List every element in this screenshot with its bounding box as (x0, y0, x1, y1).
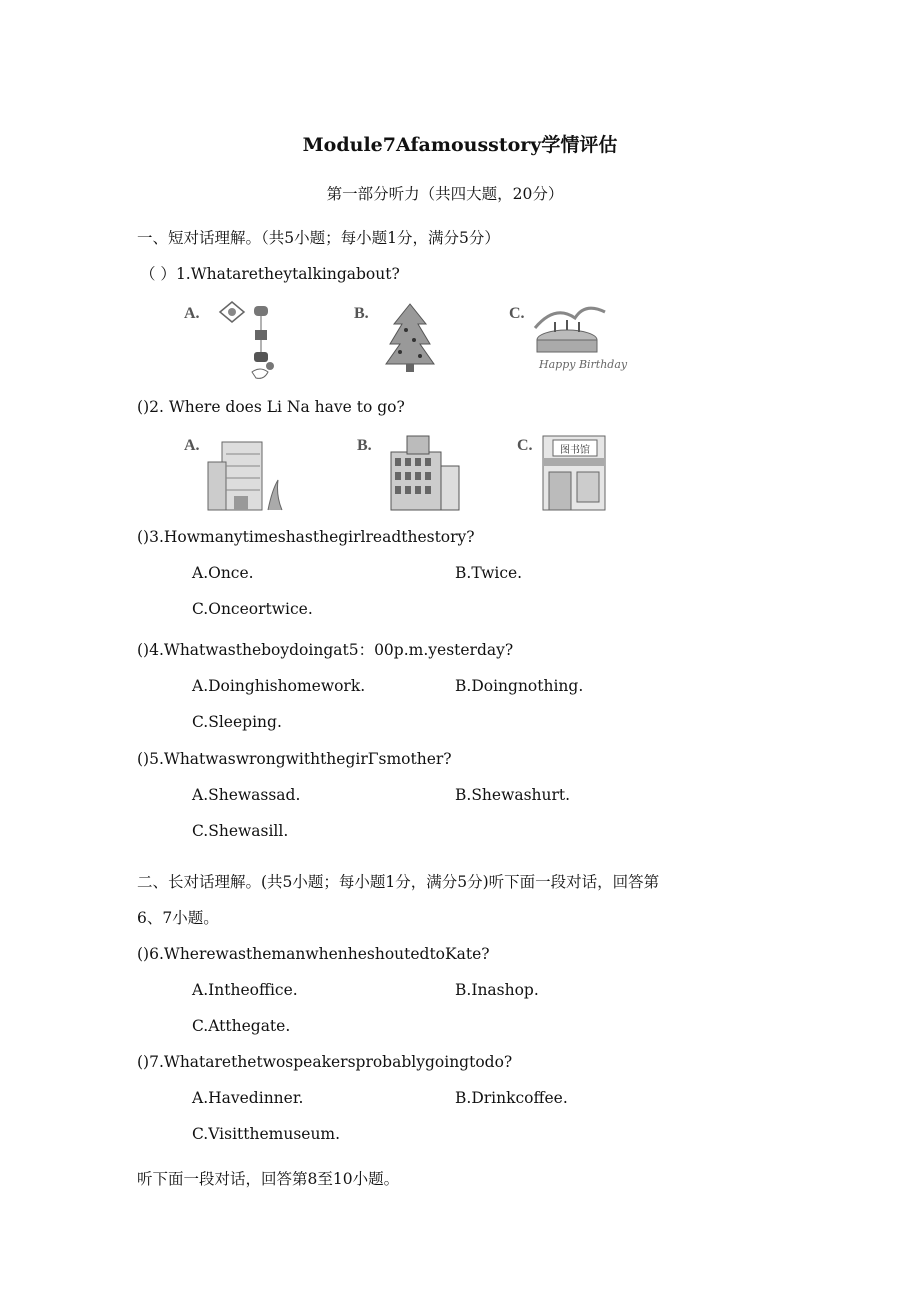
q6-option-b[interactable]: B.Inashop. (455, 981, 539, 999)
q2-option-c-library-image (515, 432, 615, 512)
q7-question: ()7.Whatarethetwospeakersprobablygoingtodo? (137, 1053, 513, 1071)
q3-question: ()3.Howmanytimeshasthegirlreadthestory? (137, 528, 475, 546)
q2-text: )2. Where does Li Na have to go? (143, 398, 405, 416)
q3-option-c[interactable]: C.Onceortwice. (192, 600, 313, 618)
q4-option-b[interactable]: B.Doingnothing. (455, 677, 584, 695)
q7-option-b[interactable]: B.Drinkcoffee. (455, 1089, 568, 1107)
section1-heading: 一、短对话理解。（共5小题；每小题1分，满分5分） (137, 229, 500, 247)
q5-option-c[interactable]: C.Shewasill. (192, 822, 289, 840)
q1-label-a: A. (184, 305, 200, 322)
q2-answer-bracket[interactable]: ( (137, 398, 144, 416)
q2-label-b: B. (357, 437, 372, 454)
section2-heading-line1: 二、长对话理解。(共5小题；每小题1分，满分5分)听下面一段对话，回答第 (137, 873, 660, 891)
section2-heading-line2: 6、7小题。 (137, 909, 219, 927)
q1-c-caption: Happy Birthday (539, 358, 628, 371)
part-heading: 第一部分听力（共四大题，20分） (326, 185, 564, 203)
q1-option-a-lantern-image (180, 300, 280, 386)
q5-option-b[interactable]: B.Shewashurt. (455, 786, 571, 804)
q1-answer-bracket[interactable]: （ ） (140, 265, 176, 283)
q7-option-c[interactable]: C.Visitthemuseum. (192, 1125, 341, 1143)
page-title: Module7Afamousstory学情评估 (302, 134, 618, 156)
q5-question: ()5.WhatwaswrongwiththegirΓsmother? (137, 750, 452, 768)
q2-label-c: C. (517, 437, 533, 454)
q4-question: ()4.Whatwastheboydoingat5：00p.m.yesterday? (137, 641, 514, 659)
q1-label-c: C. (509, 305, 525, 322)
next-dialogue-instruction: 听下面一段对话，回答第8至10小题。 (137, 1170, 400, 1188)
q5-option-a[interactable]: A.Shewassad. (192, 786, 301, 804)
q3-option-b[interactable]: B.Twice. (455, 564, 523, 582)
q4-option-c[interactable]: C.Sleeping. (192, 713, 282, 731)
q1-label-b: B. (354, 305, 369, 322)
q2-c-library-sign: 图书馆 (560, 445, 590, 456)
q6-option-c[interactable]: C.Atthegate. (192, 1017, 291, 1035)
q4-option-a[interactable]: A.Doinghishomework. (192, 677, 366, 695)
q2-option-b-office-building-image (355, 432, 465, 512)
q6-question: ()6.WherewasthemanwhenheshoutedtoKate? (137, 945, 490, 963)
q2-option-a-hospital-image (182, 432, 292, 512)
q3-option-a[interactable]: A.Once. (192, 564, 254, 582)
q1-question (140, 262, 400, 284)
q2-question (137, 398, 405, 416)
q1-text: 1.Whataretheytalkingabout? (175, 265, 400, 283)
q7-option-a[interactable]: A.Havedinner. (192, 1089, 304, 1107)
q6-option-a[interactable]: A.Intheoffice. (192, 981, 298, 999)
q2-label-a: A. (184, 437, 200, 454)
q1-option-c-cake-image (505, 300, 628, 376)
q1-option-b-tree-image (350, 300, 440, 376)
